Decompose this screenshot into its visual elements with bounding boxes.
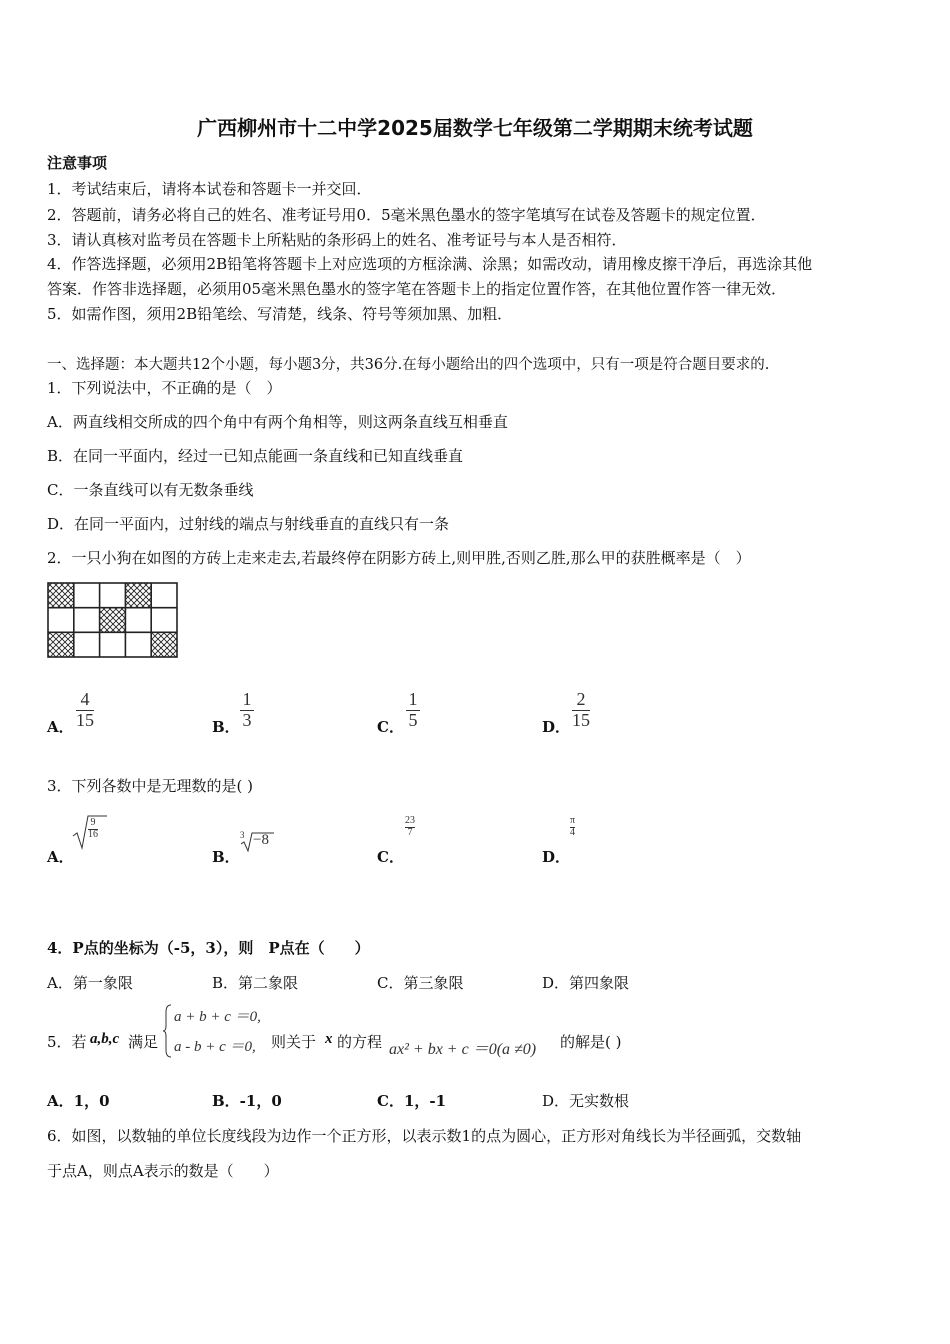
- system-equation-2: a - b + c ＝0,: [174, 1039, 256, 1055]
- system-brace: [163, 1004, 173, 1058]
- question-5-satisfy: 满足: [128, 1033, 159, 1051]
- question-2-stem: 2．一只小狗在如图的方砖上走来走去,若最终停在阴影方砖上,则甲胜,否则乙胜,那么甲的获胜概率是（ ）: [47, 549, 751, 567]
- q4-option-b: B．第二象限: [212, 974, 299, 992]
- q1-option-c: C．一条直线可以有无数条垂线: [47, 481, 254, 499]
- q3-option-a-label: A．: [47, 848, 74, 866]
- q2-option-a-fraction: 4 15: [76, 689, 94, 730]
- q3-option-c-fraction: 23 7: [405, 815, 415, 838]
- notice-item: 答案．作答非选择题，必须用05毫米黑色墨水的签字笔在答题卡上的指定位置作答，在其他位置作答一律无效．: [47, 280, 787, 298]
- q2-option-c-fraction: 1 5: [406, 690, 420, 731]
- page-title: 广西柳州市十二中学2025届数学七年级第二学期期末统考试题: [197, 116, 753, 140]
- q3-option-b-index: 3: [240, 830, 245, 840]
- notice-item: 4．作答选择题，必须用2B铅笔将答题卡上对应选项的方框涂满、涂黑；如需改动，请用橡皮擦干净后，再选涂其他: [47, 255, 813, 273]
- section-heading: 一、选择题：本大题共12个小题，每小题3分，共36分.在每小题给出的四个选项中，只有一项是符合题目要求的.: [47, 357, 770, 373]
- q5-option-b: B．-1，0: [212, 1092, 282, 1110]
- q3-option-d-label: D．: [542, 848, 571, 866]
- q5-option-a: A．1，0: [47, 1092, 110, 1110]
- q2-option-b-label: B．: [212, 718, 240, 736]
- q1-option-a: A．两直线相交所成的四个角中有两个角相等，则这两条直线互相垂直: [47, 413, 508, 431]
- q3-option-b-label: B．: [212, 848, 240, 866]
- question-5-equation-word: 的方程: [337, 1033, 383, 1051]
- question-5-vars: a,b,c: [90, 1031, 120, 1047]
- notice-item: 3．请认真核对监考员在答题卡上所粘贴的条形码上的姓名、准考证号与本人是否相符．: [47, 231, 627, 249]
- q2-option-a-label: A．: [47, 718, 74, 736]
- question-1-stem: 1．下列说法中，不正确的是（ ）: [47, 379, 282, 397]
- q3-option-c-label: C．: [377, 848, 404, 866]
- q2-option-c-label: C．: [377, 718, 404, 736]
- question-5-prefix: 5．若: [47, 1033, 87, 1051]
- notice-item: 5．如需作图，须用2B铅笔绘、写清楚，线条、符号等须加黑、加粗．: [47, 305, 513, 323]
- notice-heading: 注意事项: [47, 154, 108, 172]
- q3-option-d-fraction: π 4: [570, 815, 576, 838]
- q4-option-c: C．第三象限: [377, 974, 464, 992]
- q2-option-d-fraction: 2 15: [572, 689, 590, 730]
- q4-option-a: A．第一象限: [47, 974, 133, 992]
- tile-grid-figure: [47, 582, 178, 658]
- notice-item: 2．答题前，请务必将自己的姓名、准考证号用0．5毫米黑色墨水的签字笔填写在试卷及答题卡的规定位置．: [47, 206, 766, 224]
- q1-option-b: B．在同一平面内，经过一已知点能画一条直线和已知直线垂直: [47, 447, 464, 465]
- q2-option-b-fraction: 1 3: [240, 690, 254, 731]
- q1-option-d: D．在同一平面内，过射线的端点与射线垂直的直线只有一条: [47, 515, 450, 533]
- q5-option-d: D．无实数根: [542, 1092, 630, 1110]
- question-3-stem: 3．下列各数中是无理数的是( ): [47, 777, 254, 795]
- question-5-about: 则关于: [271, 1033, 317, 1051]
- quadratic-equation: ax² + bx + c ＝0(a ≠0): [389, 1041, 537, 1058]
- q3-option-a-fraction: 9 16: [88, 817, 98, 840]
- question-6-line-1: 6．如图，以数轴的单位长度线段为边作一个正方形，以表示数1的点为圆心，正方形对角线长为半径画弧，交数轴: [47, 1127, 802, 1145]
- system-equation-1: a + b + c ＝0,: [174, 1009, 261, 1025]
- question-5-suffix: 的解是( ): [560, 1033, 622, 1051]
- q3-option-b-radicand: −8: [253, 832, 269, 848]
- question-4-stem: 4．P点的坐标为（-5，3），则 P点在（ ）: [47, 939, 370, 957]
- q2-option-d-label: D．: [542, 718, 571, 736]
- q4-option-d: D．第四象限: [542, 974, 630, 992]
- q5-option-c: C．1，-1: [377, 1092, 447, 1110]
- notice-item: 1．考试结束后，请将本试卷和答题卡一并交回．: [47, 180, 372, 198]
- question-5-var-x: x: [325, 1031, 333, 1047]
- question-6-line-2: 于点A，则点A表示的数是（ ）: [47, 1162, 279, 1180]
